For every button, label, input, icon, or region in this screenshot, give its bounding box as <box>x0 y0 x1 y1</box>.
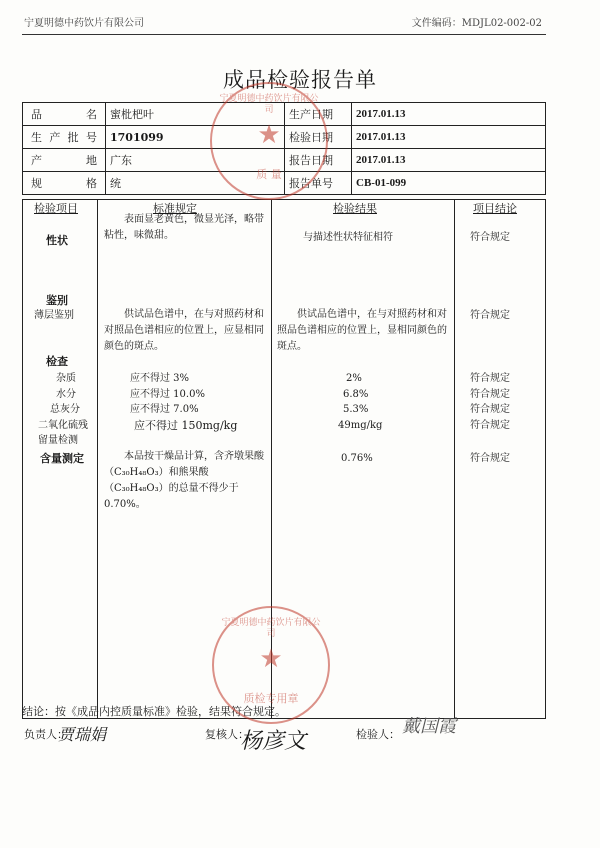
responsible-label: 负责人： <box>24 728 68 741</box>
inspection-item: 水分 <box>56 389 76 400</box>
inspection-result: 2% <box>346 373 362 384</box>
info-label2: 报告日期 <box>285 149 352 172</box>
column-header-standard: 标准规定 <box>153 202 197 215</box>
info-value: 统 <box>106 172 285 195</box>
stamp-foot: 质 量 <box>256 168 282 181</box>
stamp-text: 宁夏明德中药饮片有限公司 <box>221 618 321 639</box>
inspection-standard: 应不得过 10.0% <box>130 389 205 400</box>
section-label-assay: 含量测定 <box>40 452 84 465</box>
info-value2: CB-01-099 <box>352 172 546 195</box>
page-title: 成品检验报告单 <box>223 68 377 92</box>
info-label: 品名 <box>23 103 106 126</box>
stamp-foot: 质检专用章 <box>243 692 299 705</box>
conclusion-text: 结论：按《成品内控质量标准》检验，结果符合规定。 <box>22 705 286 718</box>
inspection-result: 5.3% <box>343 404 369 415</box>
inspection-item: 总灰分 <box>50 404 80 415</box>
identification-standard: 供试品色谱中，在与对照药材和对照品色谱相应的位置上，应显相同颜色的斑点。 <box>104 309 264 352</box>
responsible-signature: 贾瑞娟 <box>58 725 107 744</box>
info-label2: 生产日期 <box>285 103 352 126</box>
column-header-conclusion: 项目结论 <box>473 202 517 215</box>
stamp-text: 宁夏明德中药饮片有限公司 <box>219 94 319 115</box>
inspector-signature: 戴国霞 <box>402 716 456 737</box>
inspection-stamp <box>212 606 330 724</box>
inspection-standard: 应不得过 3% <box>130 373 190 384</box>
inspection-conclusion: 符合规定 <box>470 420 510 431</box>
inspection-standard: 应不得过 150mg/kg <box>134 419 238 432</box>
inspection-item: 杂质 <box>56 373 76 384</box>
info-label: 生产批号 <box>23 126 106 149</box>
column-header-result: 检验结果 <box>333 202 377 215</box>
info-value: 1701099 <box>106 126 285 149</box>
info-label: 产地 <box>23 149 106 172</box>
identification-result: 供试品色谱中，在与对照药材和对照品色谱相应的位置上，显相同颜色的斑点。 <box>277 309 447 352</box>
reviewer-signature: 杨彦文 <box>240 729 307 754</box>
section-label-identification: 鉴别 <box>46 294 68 307</box>
assay-conclusion: 符合规定 <box>470 453 510 464</box>
assay-result: 0.76% <box>341 453 373 464</box>
inspection-item: 二氧化硫残 <box>38 420 88 431</box>
info-label: 规格 <box>23 172 106 195</box>
inspection-conclusion: 符合规定 <box>470 389 510 400</box>
info-label2: 报告单号 <box>285 172 352 195</box>
info-value: 广东 <box>106 149 285 172</box>
appearance-conclusion: 符合规定 <box>470 232 510 243</box>
column-divider <box>454 199 455 719</box>
reviewer-label: 复核人： <box>205 728 249 741</box>
inspection-conclusion: 符合规定 <box>470 373 510 384</box>
info-value2: 2017.01.13 <box>352 149 546 172</box>
inspection-result: 6.8% <box>343 389 369 400</box>
appearance-standard: 表面显老黄色，微显光泽，略带粘性，味微甜。 <box>104 214 264 241</box>
info-value2: 2017.01.13 <box>352 126 546 149</box>
info-label2: 检验日期 <box>285 126 352 149</box>
inspector-label: 检验人： <box>356 728 400 741</box>
info-value: 蜜枇杷叶 <box>106 103 285 126</box>
column-header-item: 检验项目 <box>34 202 78 215</box>
appearance-result: 与描述性状特征相符 <box>303 232 393 243</box>
inspection-item-continued: 留量检测 <box>38 435 78 446</box>
identification-sub: 薄层鉴别 <box>34 310 74 321</box>
header-divider <box>22 34 546 35</box>
quality-stamp <box>210 82 328 200</box>
star-icon: ★ <box>257 120 281 150</box>
section-label-appearance: 性状 <box>46 234 68 247</box>
inspection-standard: 应不得过 7.0% <box>130 404 199 415</box>
identification-conclusion: 符合规定 <box>470 310 510 321</box>
section-label-inspection: 检查 <box>46 355 68 368</box>
document-code: 文件编码：MDJL02-002-02 <box>411 18 542 29</box>
info-value2: 2017.01.13 <box>352 103 546 126</box>
column-divider <box>97 199 98 719</box>
company-header: 宁夏明德中药饮片有限公司 <box>24 18 144 29</box>
inspection-result: 49mg/kg <box>338 420 383 431</box>
star-icon: ★ <box>259 644 283 674</box>
assay-standard: 本品按干燥品计算，含齐墩果酸（C₃₀H₄₈O₃）和熊果酸（C₃₀H₄₈O₃）的总量不得少于 0.70%。 <box>104 451 264 510</box>
inspection-conclusion: 符合规定 <box>470 404 510 415</box>
